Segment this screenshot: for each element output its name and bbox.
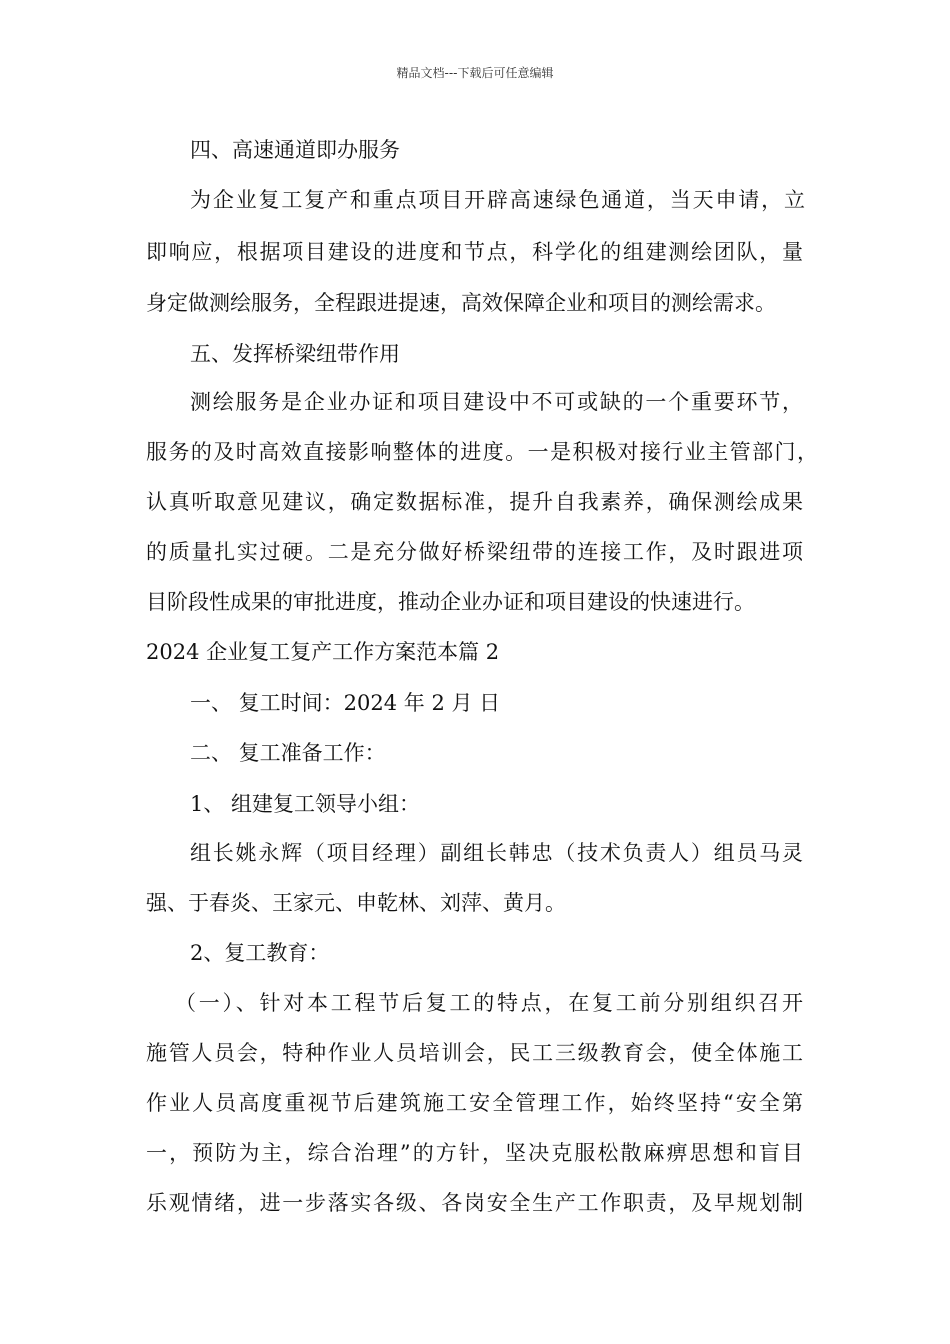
paragraph-line: 即响应，根据项目建设的进度和节点，科学化的组建测绘团队，量 [146, 240, 803, 264]
paragraph-line: 强、于春炎、王家元、申乾林、刘萍、黄月。 [146, 891, 566, 915]
list-item: 一、 复工时间：2024 年 2 月 日 [190, 691, 501, 715]
paragraph-line: 认真听取意见建议，确定数据标准，提升自我素养，确保测绘成果 [146, 490, 803, 514]
paragraph-line: 组长姚永辉（项目经理）副组长韩忠（技术负责人）组员马灵 [190, 841, 803, 865]
list-item: 二、 复工准备工作： [190, 741, 386, 765]
paragraph-line: 一，预防为主，综合治理”的方针，坚决克服松散麻痹思想和盲目 [146, 1141, 803, 1165]
section-heading-5: 五、发挥桥梁纽带作用 [190, 342, 400, 366]
document-title: 2024 企业复工复产工作方案范本篇 2 [146, 640, 500, 664]
paragraph-line: 身定做测绘服务，全程跟进提速，高效保障企业和项目的测绘需求。 [146, 291, 776, 315]
paragraph-line: 目阶段性成果的审批进度，推动企业办证和项目建设的快速进行。 [146, 590, 755, 614]
paragraph-line: 作业人员高度重视节后建筑施工安全管理工作，始终坚持“安全第 [146, 1091, 803, 1115]
page-header: 精品文档---下载后可任意编辑 [396, 66, 554, 80]
paragraph-line: 乐观情绪，进一步落实各级、各岗安全生产工作职责，及早规划制 [146, 1191, 803, 1215]
list-item: 1、 组建复工领导小组： [190, 792, 421, 816]
paragraph-line: 为企业复工复产和重点项目开辟高速绿色通道，当天申请，立 [190, 188, 805, 212]
paragraph-line: 服务的及时高效直接影响整体的进度。一是积极对接行业主管部门， [146, 440, 818, 464]
paragraph-line: 的质量扎实过硬。二是充分做好桥梁纽带的连接工作，及时跟进项 [146, 540, 803, 564]
list-item: 2、复工教育： [190, 941, 330, 965]
paragraph-line: 施管人员会，特种作业人员培训会，民工三级教育会，使全体施工 [146, 1041, 803, 1065]
paragraph-line: 测绘服务是企业办证和项目建设中不可或缺的一个重要环节， [190, 390, 803, 414]
paragraph-line: （一）、针对本工程节后复工的特点，在复工前分别组织召开 [175, 991, 803, 1015]
section-heading-4: 四、高速通道即办服务 [190, 138, 400, 162]
